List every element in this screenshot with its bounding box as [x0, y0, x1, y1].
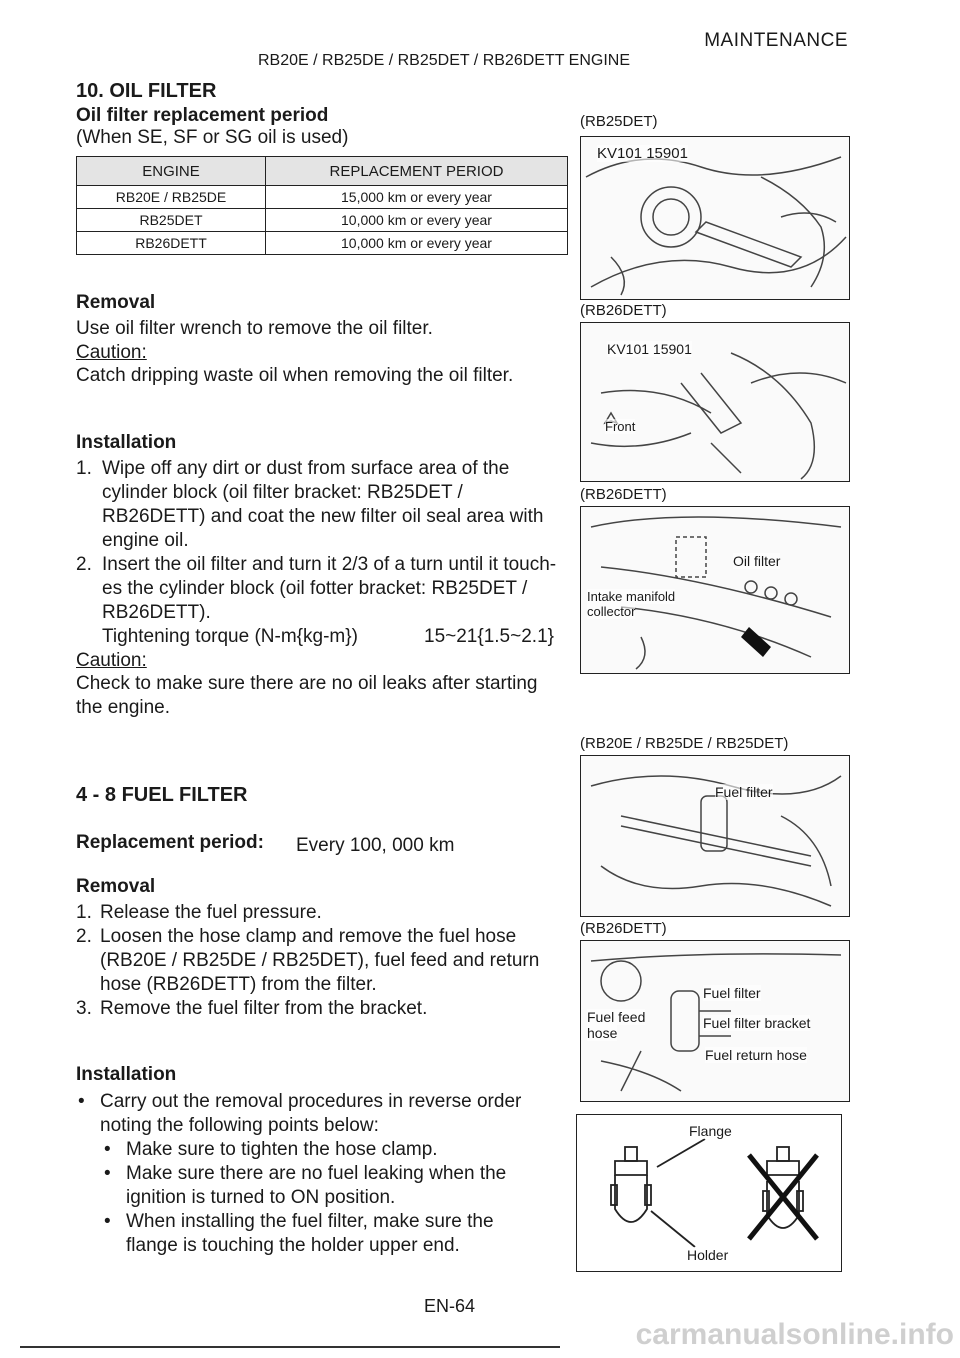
intake-label: Intake manifold [587, 589, 676, 604]
install-text: Carry out the removal procedures in reverse order [100, 1091, 522, 1112]
return-hose-label: Fuel return hose [705, 1047, 807, 1063]
table-cell: RB20E / RB25DE [77, 186, 266, 209]
install-text: Make sure to tighten the hose clamp. [126, 1139, 438, 1160]
footer-rule [20, 1346, 560, 1348]
step-text: RB26DETT). [102, 602, 211, 623]
figure-fuel-filter-rb26 [580, 940, 850, 1102]
oil-filter-label: Oil filter [733, 553, 781, 569]
intake-label: collector [587, 604, 636, 619]
table-row [77, 232, 568, 255]
install-text: When installing the fuel filter, make sure the [126, 1211, 494, 1232]
torque-label: Tightening torque (N-m{kg-m}) [102, 626, 358, 647]
figure-oil-filter-rb26dett [580, 322, 850, 482]
figure-caption: (RB26DETT) [580, 302, 667, 319]
figure-fuel-filter-rb25 [580, 755, 850, 917]
step-text: Remove the fuel filter from the bracket. [100, 998, 428, 1019]
install-text: Make sure there are no fuel leaking when the [126, 1163, 507, 1184]
figure-caption: (RB26DETT) [580, 486, 667, 503]
figure-oil-filter-location [580, 506, 850, 674]
period-value: Every 100, 000 km [296, 835, 455, 856]
step-number: 1. [76, 458, 92, 479]
step-number: 3. [76, 998, 92, 1019]
bullet: • [104, 1163, 111, 1184]
flange-label: Flange [689, 1123, 732, 1139]
torque-value: 15~21{1.5~2.1} [424, 626, 554, 647]
replacement-title: Oil filter replacement period [76, 105, 329, 126]
removal-title: Removal [76, 292, 156, 313]
front-label: Front [605, 419, 636, 434]
table-cell: RB26DETT [77, 232, 266, 255]
table-cell: RB25DET [77, 209, 266, 232]
install-text: flange is touching the holder upper end. [126, 1235, 460, 1256]
bullet: • [104, 1211, 111, 1232]
figure-caption: (RB26DETT) [580, 920, 667, 937]
fuel-filter-label: Fuel filter [703, 985, 761, 1001]
page-number: EN-64 [424, 1296, 476, 1316]
step-text: engine oil. [102, 530, 189, 551]
replacement-table [76, 156, 568, 255]
step-text: Insert the oil filter and turn it 2/3 of a turn until it touch- [102, 554, 557, 575]
removal-text: Use oil filter wrench to remove the oil filter. [76, 318, 433, 339]
bracket-label: Fuel filter bracket [703, 1015, 811, 1031]
period-label: Replacement period: [76, 832, 264, 853]
step-text: (RB20E / RB25DE / RB25DET), fuel feed and return [100, 950, 540, 971]
figure-caption: (RB25DET) [580, 113, 658, 130]
fuel-filter-heading: 4 - 8 FUEL FILTER [76, 784, 248, 806]
engine-list: RB20E / RB25DE / RB25DET / RB26DETT ENGINE [258, 52, 630, 69]
figure-caption: (RB20E / RB25DE / RB25DET) [580, 735, 789, 752]
engine-illustration [581, 756, 849, 916]
tool-label: KV101 15901 [597, 145, 688, 162]
install-caution: the engine. [76, 697, 171, 718]
installation-title: Installation [76, 432, 177, 453]
fuel-installation-title: Installation [76, 1064, 177, 1085]
bullet: • [104, 1139, 111, 1160]
step-text: Loosen the hose clamp and remove the fuel hose [100, 926, 517, 947]
install-text: ignition is turned to ON position. [126, 1187, 396, 1208]
install-text: noting the following points below: [100, 1115, 379, 1136]
step-text: Wipe off any dirt or dust from surface area of the [102, 458, 510, 479]
step-text: Release the fuel pressure. [100, 902, 322, 923]
feed-hose-label: Fuel feed [587, 1009, 646, 1025]
table-cell: 10,000 km or every year [266, 209, 568, 232]
tool-label: KV101 15901 [607, 341, 692, 357]
table-row [77, 209, 568, 232]
step-number: 2. [76, 926, 92, 947]
step-text: es the cylinder block (oil fotter bracket: RB25DET / [102, 578, 528, 599]
fuel-removal-title: Removal [76, 876, 156, 897]
step-text: hose (RB26DETT) from the filter. [100, 974, 377, 995]
replacement-note: (When SE, SF or SG oil is used) [76, 127, 349, 148]
fuel-filter-label: Fuel filter [715, 784, 773, 800]
table-header: REPLACEMENT PERIOD [266, 157, 568, 186]
caution-label: Caution: [76, 650, 147, 671]
caution-label: Caution: [76, 342, 147, 363]
table-cell: 10,000 km or every year [266, 232, 568, 255]
removal-caution: Catch dripping waste oil when removing the oil filter. [76, 365, 514, 386]
step-number: 1. [76, 902, 92, 923]
table-row [77, 186, 568, 209]
holder-label: Holder [687, 1247, 729, 1263]
oil-filter-heading: 10. OIL FILTER [76, 80, 217, 102]
install-caution: Check to make sure there are no oil leaks after starting [76, 673, 538, 694]
table-cell: 15,000 km or every year [266, 186, 568, 209]
step-text: RB26DETT) and coat the new filter oil seal area with [102, 506, 544, 527]
table-header: ENGINE [77, 157, 266, 186]
figure-flange-holder [576, 1114, 842, 1272]
figure-oil-filter-rb25det [580, 136, 850, 300]
bullet: • [78, 1091, 85, 1112]
watermark: carmanualsonline.info [635, 1318, 954, 1351]
section-title: MAINTENANCE [704, 30, 848, 51]
step-number: 2. [76, 554, 92, 575]
feed-hose-label: hose [587, 1025, 618, 1041]
step-text: cylinder block (oil filter bracket: RB25DET / [102, 482, 463, 503]
